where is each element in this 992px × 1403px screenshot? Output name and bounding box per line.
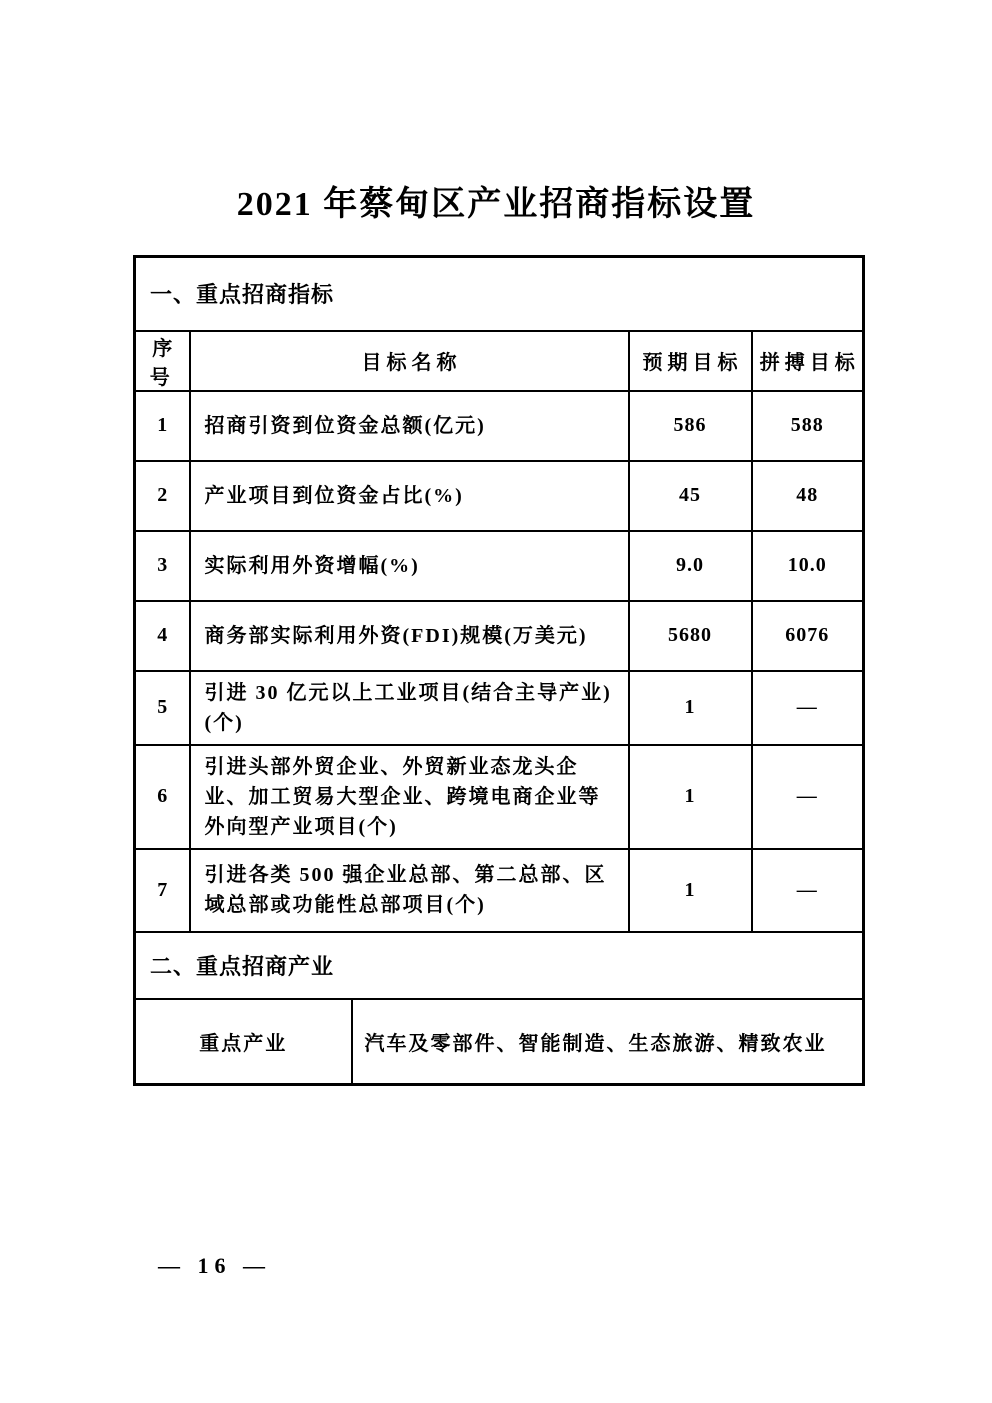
section1-header-row <box>135 257 864 331</box>
table-row <box>135 601 864 671</box>
table-row <box>135 531 864 601</box>
row-striving: 588 <box>752 391 864 461</box>
row-expected: 1 <box>629 745 752 849</box>
row-expected: 1 <box>629 849 752 932</box>
row-striving: — <box>752 745 864 849</box>
section1-title: 一、重点招商指标 <box>135 257 864 331</box>
row-striving: — <box>752 671 864 745</box>
row-no: 5 <box>135 671 190 745</box>
row-name: 商务部实际利用外资(FDI)规模(万美元) <box>190 601 629 671</box>
row-no: 2 <box>135 461 190 531</box>
row-expected: 9.0 <box>629 531 752 601</box>
row-expected: 5680 <box>629 601 752 671</box>
row-no: 4 <box>135 601 190 671</box>
col-header-name: 目标名称 <box>190 331 629 391</box>
table-row <box>135 671 864 745</box>
column-header-row <box>135 331 864 391</box>
row-name: 实际利用外资增幅(%) <box>190 531 629 601</box>
row-striving: 48 <box>752 461 864 531</box>
row-no: 7 <box>135 849 190 932</box>
row-name: 引进各类 500 强企业总部、第二总部、区域总部或功能性总部项目(个) <box>190 849 629 932</box>
section2-title: 二、重点招商产业 <box>135 932 864 999</box>
row-expected: 586 <box>629 391 752 461</box>
table-row <box>135 461 864 531</box>
row-name: 产业项目到位资金占比(%) <box>190 461 629 531</box>
industry-value: 汽车及零部件、智能制造、生态旅游、精致农业 <box>352 999 864 1085</box>
page-number: — 16 — <box>158 1253 271 1278</box>
industry-row <box>135 999 864 1085</box>
col-header-expected: 预期目标 <box>629 331 752 391</box>
col-header-no: 序号 <box>135 331 190 391</box>
table-row <box>135 849 864 932</box>
row-name: 引进 30 亿元以上工业项目(结合主导产业)(个) <box>190 671 629 745</box>
row-name: 招商引资到位资金总额(亿元) <box>190 391 629 461</box>
row-striving: 6076 <box>752 601 864 671</box>
row-no: 1 <box>135 391 190 461</box>
row-expected: 45 <box>629 461 752 531</box>
industry-label: 重点产业 <box>135 999 352 1085</box>
row-name: 引进头部外贸企业、外贸新业态龙头企业、加工贸易大型企业、跨境电商企业等外向型产业项目(个) <box>190 745 629 849</box>
row-no: 3 <box>135 531 190 601</box>
section2-header-row <box>135 932 864 999</box>
table-row <box>135 745 864 849</box>
document-title: 2021 年蔡甸区产业招商指标设置 <box>236 186 756 223</box>
row-no: 6 <box>135 745 190 849</box>
indicators-table <box>133 255 865 1086</box>
table-row <box>135 391 864 461</box>
col-header-striving: 拼搏目标 <box>752 331 864 391</box>
row-striving: — <box>752 849 864 932</box>
row-striving: 10.0 <box>752 531 864 601</box>
row-expected: 1 <box>629 671 752 745</box>
